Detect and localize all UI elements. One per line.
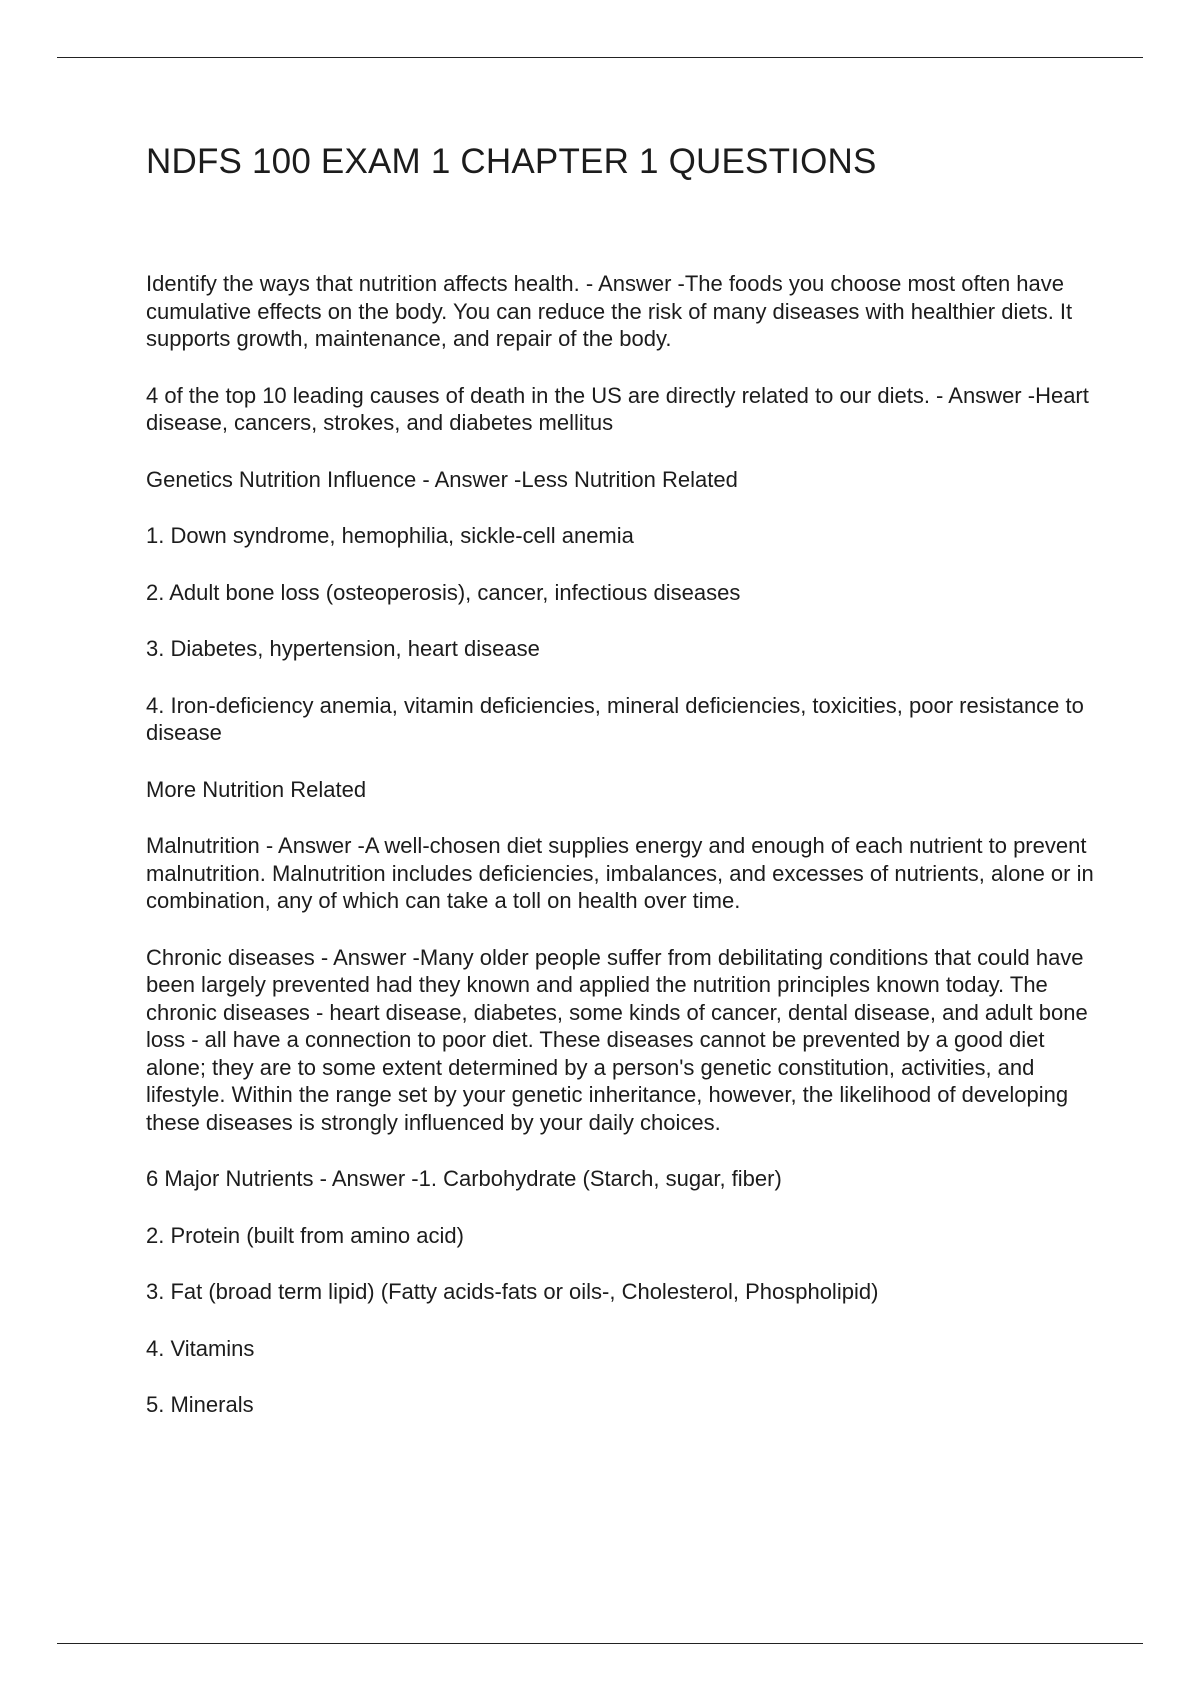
page-content [146, 140, 1096, 1448]
paragraph-leading-causes: 4 of the top 10 leading causes of death in the US are directly related to our diets. - Answer -Heart disease, cancers, strokes, and diabetes mellitus [146, 382, 1089, 435]
paragraph-nutrition-health: Identify the ways that nutrition affects health. - Answer -The foods you choose most often have cumulative effects on the body. You can reduce the risk of many diseases with healthier diets. It supports growth, maintenance, and repair of the body. [146, 271, 1073, 351]
paragraph-major-nutrients: 6 Major Nutrients - Answer -1. Carbohydrate (Starch, sugar, fiber) [146, 1166, 782, 1191]
header-rule [57, 57, 1143, 58]
list-item: 4. Iron-deficiency anemia, vitamin deficiencies, mineral deficiencies, toxicities, poor resistance to disease [146, 692, 1084, 745]
list-item: 4. Vitamins [146, 1335, 255, 1361]
paragraph-chronic-diseases: Chronic diseases - Answer -Many older people suffer from debilitating conditions that could have been largely prevented had they known and applied the nutrition principles known today. The chronic diseases - heart disease, diabetes, some kinds of cancer, dental disease, and adult bone loss - all have a connection to poor diet. These diseases cannot be prevented by a good diet alone; they are to some extent determined by a person's genetic constitution, activities, and lifestyle. Within the range set by your genetic inheritance, however, the likelihood of developing these diseases is strongly influenced by your daily choices. [146, 944, 1088, 1135]
paragraph-malnutrition: Malnutrition - Answer -A well-chosen diet supplies energy and enough of each nutrient to prevent malnutrition. Malnutrition includes deficiencies, imbalances, and excesses of nutrients, alone or in combination, any of which can take a toll on health over time. [146, 833, 1094, 913]
list-item: 2. Protein (built from amino acid) [146, 1222, 464, 1248]
list-item: 1. Down syndrome, hemophilia, sickle-cell anemia [146, 523, 634, 548]
list-item: 2. Adult bone loss (osteoperosis), cancer, infectious diseases [146, 579, 741, 605]
list-item: 5. Minerals [146, 1392, 254, 1417]
list-item: 3. Fat (broad term lipid) (Fatty acids-fats or oils-, Cholesterol, Phospholipid) [146, 1279, 879, 1304]
paragraph-more-nutrition-related: More Nutrition Related [146, 776, 367, 802]
paragraph-genetics-influence: Genetics Nutrition Influence - Answer -Less Nutrition Related [146, 466, 738, 492]
list-item: 3. Diabetes, hypertension, heart disease [146, 636, 540, 661]
footer-rule [57, 1643, 1143, 1644]
page-title: NDFS 100 EXAM 1 CHAPTER 1 QUESTIONS [146, 142, 877, 181]
document-body [146, 270, 1096, 1419]
